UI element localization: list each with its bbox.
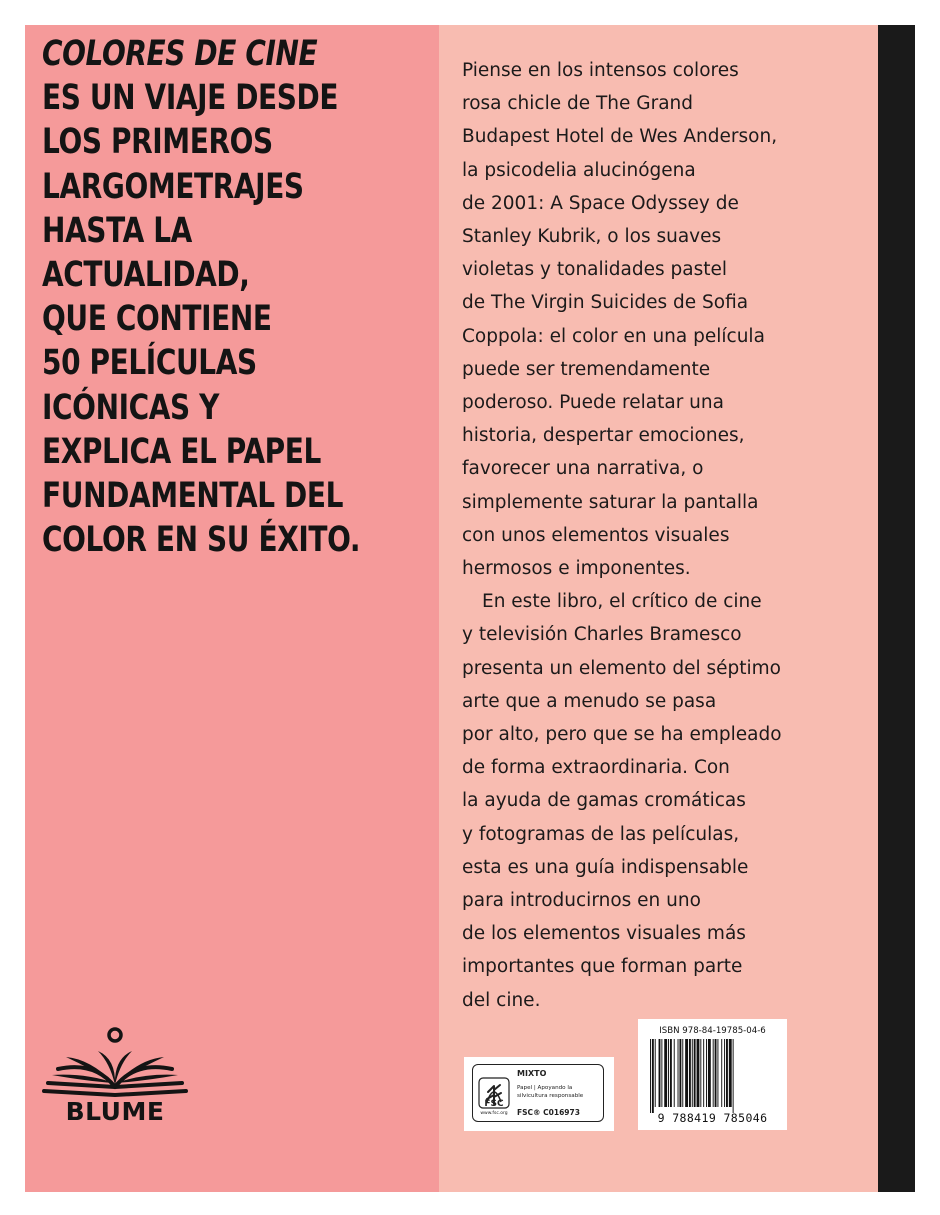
barcode-bar: [706, 1039, 707, 1107]
barcode-digits: 9 788419 785046: [657, 1111, 768, 1125]
publisher-name: BLUME: [65, 1097, 165, 1126]
body-line: por alto, pero que se ha empleado: [462, 724, 782, 746]
barcode-bar: [655, 1039, 656, 1107]
body-line: Coppola: el color en una película: [462, 325, 765, 347]
barcode-bar: [664, 1039, 667, 1107]
body-line: para introducirnos en uno: [462, 890, 701, 912]
barcode-bar: [729, 1039, 732, 1107]
body-line: puede ser tremendamente: [462, 358, 711, 380]
barcode-bar: [697, 1039, 700, 1107]
barcode-bar: [717, 1039, 718, 1107]
barcode-bar: [721, 1039, 722, 1107]
body-line: hermosos e imponentes.: [462, 558, 691, 580]
body-line: Budapest Hotel de Wes Anderson,: [462, 126, 778, 148]
blume-logo: [40, 1025, 190, 1135]
body-line: simplemente saturar la pantalla: [462, 491, 759, 513]
barcode-bar: [692, 1039, 693, 1107]
barcode-bar: [700, 1039, 701, 1107]
fsc-label: FSC: [484, 1099, 504, 1109]
body-line: de The Virgin Suicides de Sofia: [462, 292, 749, 314]
black-spine-strip: [878, 25, 915, 1192]
headline-line: 50 PELÍCULAS: [42, 343, 257, 384]
barcode-bar: [674, 1039, 675, 1107]
body-line: poderoso. Puede relatar una: [462, 392, 724, 414]
fsc-border: [472, 1064, 604, 1122]
headline-line: QUE CONTIENE: [42, 299, 272, 340]
barcode-bar: [650, 1039, 651, 1113]
headline-line: COLOR EN SU ÉXITO.: [42, 520, 361, 561]
headline-line: EXPLICA EL PAPEL: [42, 431, 321, 472]
barcode-bar: [708, 1039, 711, 1107]
headline-line: HASTA LA: [42, 210, 192, 251]
headline-line: LOS PRIMEROS: [42, 122, 273, 163]
headline-line: FUNDAMENTAL DEL: [42, 476, 344, 517]
fsc-url: www.fsc.org: [480, 1111, 508, 1116]
barcode-bar: [670, 1039, 672, 1107]
barcode-bar: [652, 1039, 654, 1113]
body-line: la psicodelia alucinógena: [462, 159, 696, 181]
body-line: de forma extraordinaria. Con: [462, 757, 730, 779]
barcode-bar: [726, 1039, 728, 1107]
barcode-bar: [679, 1039, 681, 1107]
body-line: esta es una guía indispensable: [462, 856, 749, 878]
body-line: con unos elementos visuales: [462, 524, 730, 546]
headline-line: COLORES DE CINE: [42, 34, 318, 74]
body-line: y televisión Charles Bramesco: [462, 624, 742, 646]
body-line: y fotogramas de las películas,: [462, 823, 740, 845]
body-line: del cine.: [462, 989, 541, 1011]
barcode-bar: [685, 1039, 688, 1107]
barcode-bar: [713, 1039, 714, 1107]
barcode-bar: [682, 1039, 683, 1107]
fsc-code: FSC® C016973: [517, 1108, 580, 1117]
barcode-bar: [659, 1039, 661, 1107]
barcode-bar: [689, 1039, 691, 1107]
body-line: arte que a menudo se pasa: [462, 690, 717, 712]
body-line: presenta un elemento del séptimo: [462, 657, 781, 679]
body-line: de 2001: A Space Odyssey de: [462, 192, 739, 214]
body-line: rosa chicle de The Grand: [462, 93, 694, 115]
barcode-bar: [668, 1039, 669, 1107]
headline-line: ICÓNICAS Y: [42, 387, 220, 428]
body-line: violetas y tonalidades pastel: [462, 259, 727, 281]
fsc-certification-label: [464, 1057, 614, 1131]
body-line: la ayuda de gamas cromáticas: [462, 790, 746, 812]
body-line: de los elementos visuales más: [462, 923, 746, 945]
body-line: Stanley Kubrik, o los suaves: [462, 226, 722, 248]
headline-block: [42, 32, 402, 562]
fsc-mixto: MIXTO: [517, 1069, 547, 1078]
body-line: En este libro, el crítico de cine: [482, 591, 762, 613]
body-line: historia, despertar emociones,: [462, 425, 745, 447]
barcode-bar: [703, 1039, 704, 1107]
headline-line: ACTUALIDAD,: [42, 255, 250, 296]
barcode-bar: [724, 1039, 725, 1107]
open-book-with-plant-icon: [40, 1025, 190, 1097]
barcode-bars: [638, 1039, 787, 1115]
fsc-description: Papel | Apoyando la silvicultura responsable: [517, 1085, 584, 1099]
barcode-bar: [694, 1039, 696, 1107]
body-line: Piense en los intensos colores: [462, 60, 739, 81]
body-line: importantes que forman parte: [462, 956, 743, 978]
body-line: favorecer una narrativa, o: [462, 458, 704, 480]
headline-line: ES UN VIAJE DESDE: [42, 78, 339, 119]
isbn-barcode: [638, 1019, 787, 1130]
barcode-bar: [678, 1039, 679, 1107]
synopsis-text: [462, 54, 802, 1017]
barcode-bar: [661, 1039, 662, 1107]
barcode-bar: [733, 1039, 734, 1113]
headline-line: LARGOMETRAJES: [42, 166, 304, 207]
isbn-number: ISBN 978-84-19785-04-6: [659, 1026, 766, 1036]
barcode-bar: [715, 1039, 717, 1107]
